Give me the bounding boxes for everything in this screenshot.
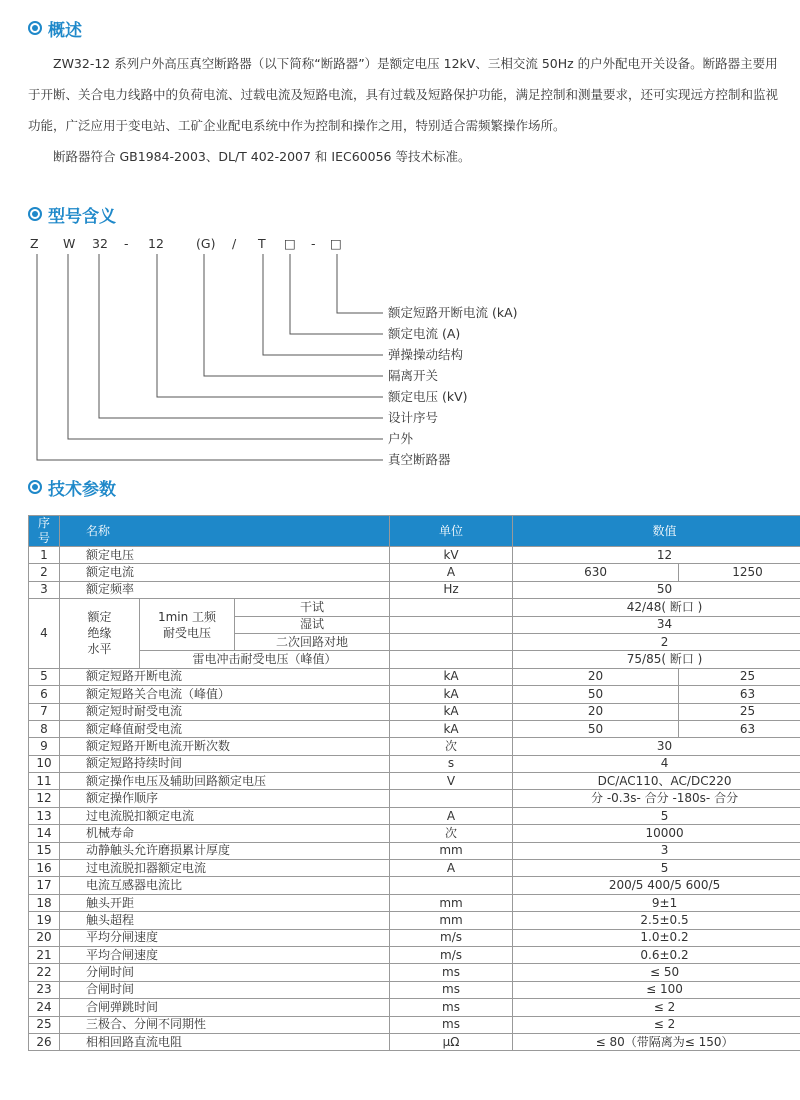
cell-no: 11	[29, 773, 60, 790]
cell-no: 8	[29, 720, 60, 737]
cell-value: 42/48( 断口 )	[513, 599, 800, 616]
table-row	[29, 912, 800, 929]
header-value: 数值	[513, 516, 800, 547]
table-row	[29, 755, 800, 772]
cell-power-frequency: 1min 工频 耐受电压	[140, 599, 235, 651]
cell-value-1: 50	[513, 686, 679, 703]
table-row	[29, 877, 800, 894]
cell-value: 12	[513, 547, 800, 564]
cell-unit: Hz	[390, 581, 513, 598]
model-code-12: 12	[148, 236, 164, 251]
cell-unit: m/s	[390, 929, 513, 946]
cell-unit: mm	[390, 912, 513, 929]
model-title: 型号含义	[48, 206, 116, 227]
model-label-breaking-current: 额定短路开断电流 (kA)	[388, 305, 518, 320]
model-code-32: 32	[92, 236, 108, 251]
model-label-design-no: 设计序号	[388, 410, 439, 425]
table-row	[29, 547, 800, 564]
cell-no: 3	[29, 581, 60, 598]
table-header-row	[29, 516, 800, 547]
cell-value: 10000	[513, 825, 800, 842]
tech-params-table	[28, 515, 800, 1051]
cell-name: 相相回路直流电阻	[60, 1033, 390, 1050]
cell-value-2: 63	[679, 686, 800, 703]
cell-name: 额定短时耐受电流	[60, 703, 390, 720]
cell-wet-test: 湿试	[235, 616, 390, 633]
table-row	[29, 981, 800, 998]
cell-unit: kA	[390, 720, 513, 737]
cell-value: 分 -0.3s- 合分 -180s- 合分	[513, 790, 800, 807]
model-code-slash: /	[232, 236, 237, 251]
cell-no: 14	[29, 825, 60, 842]
cell-no: 25	[29, 1016, 60, 1033]
header-unit: 单位	[390, 516, 513, 547]
cell-unit	[390, 790, 513, 807]
cell-no: 15	[29, 842, 60, 859]
cell-value: 2.5±0.5	[513, 912, 800, 929]
cell-no: 7	[29, 703, 60, 720]
cell-name: 触头开距	[60, 894, 390, 911]
cell-value: 34	[513, 616, 800, 633]
cell-no: 1	[29, 547, 60, 564]
table-row	[29, 720, 800, 737]
cell-value-2: 25	[679, 703, 800, 720]
cell-value-2: 63	[679, 720, 800, 737]
cell-unit: ms	[390, 964, 513, 981]
cell-insulation-group: 额定 绝缘 水平	[60, 599, 140, 669]
cell-unit: kA	[390, 703, 513, 720]
cell-name: 额定操作电压及辅助回路额定电压	[60, 773, 390, 790]
table-row	[29, 807, 800, 824]
table-row	[29, 686, 800, 703]
cell-lightning-impulse: 雷电冲击耐受电压（峰值）	[140, 651, 390, 668]
cell-no: 24	[29, 999, 60, 1016]
model-code-t: T	[258, 236, 266, 251]
table-row	[29, 564, 800, 581]
cell-no: 20	[29, 929, 60, 946]
model-label-rated-voltage: 额定电压 (kV)	[388, 389, 468, 404]
model-label-vacuum-breaker: 真空断路器	[388, 452, 451, 467]
header-no: 序号	[29, 516, 60, 547]
cell-value-2: 25	[679, 668, 800, 685]
cell-unit: kV	[390, 547, 513, 564]
cell-unit: A	[390, 564, 513, 581]
cell-value: 1.0±0.2	[513, 929, 800, 946]
table-row	[29, 842, 800, 859]
cell-unit: mm	[390, 842, 513, 859]
cell-unit: ms	[390, 999, 513, 1016]
cell-value-2: 1250	[679, 564, 800, 581]
table-row	[29, 703, 800, 720]
cell-value: 4	[513, 755, 800, 772]
cell-value: 3	[513, 842, 800, 859]
cell-name: 分闸时间	[60, 964, 390, 981]
overview-paragraph-2: 断路器符合 GB1984-2003、DL/T 402-2007 和 IEC60056 等技术标准。	[53, 149, 471, 164]
table-row	[29, 894, 800, 911]
cell-name: 电流互感器电流比	[60, 877, 390, 894]
model-label-outdoor: 户外	[388, 431, 414, 446]
table-row	[29, 599, 800, 616]
table-row	[29, 773, 800, 790]
cell-name: 额定频率	[60, 581, 390, 598]
cell-unit: kA	[390, 668, 513, 685]
cell-name: 额定操作顺序	[60, 790, 390, 807]
cell-value: 30	[513, 738, 800, 755]
model-code-g: (G)	[196, 236, 216, 251]
cell-value: 200/5 400/5 600/5	[513, 877, 800, 894]
cell-name: 额定短路关合电流（峰值）	[60, 686, 390, 703]
cell-no: 21	[29, 946, 60, 963]
overview-heading	[28, 16, 82, 40]
cell-name: 三极合、分闸不同期性	[60, 1016, 390, 1033]
table-row	[29, 964, 800, 981]
model-diagram	[0, 230, 800, 470]
model-label-isolator: 隔离开关	[388, 368, 439, 383]
cell-no: 9	[29, 738, 60, 755]
cell-no: 26	[29, 1033, 60, 1050]
overview-title: 概述	[48, 20, 82, 41]
overview-paragraph-1: ZW32-12 系列户外高压真空断路器（以下简称“断路器”）是额定电压 12kV、三相交流 50Hz 的户外配电开关设备。断路器主要用于开断、关合电力线路中的负荷电流、过载电流及短路电流，具有过载及短路保护功能，满足控制和测量要求，还可实现远方控制和监视功能，广泛应用于变电站、工矿企业配电系统中作为控制和操作之用，特别适合需频繁操作场所。	[28, 56, 779, 133]
cell-value: ≤ 80（带隔离为≤ 150）	[513, 1033, 800, 1050]
cell-name: 过电流脱扣额定电流	[60, 807, 390, 824]
cell-unit	[390, 651, 513, 668]
model-code-dash1: -	[124, 236, 129, 251]
cell-no: 13	[29, 807, 60, 824]
cell-name: 额定电流	[60, 564, 390, 581]
cell-name: 额定短路开断电流	[60, 668, 390, 685]
cell-no: 4	[29, 599, 60, 669]
header-name: 名称	[60, 516, 390, 547]
table-row	[29, 790, 800, 807]
cell-unit: 次	[390, 738, 513, 755]
cell-unit	[390, 877, 513, 894]
cell-value: 2	[513, 633, 800, 650]
cell-value-1: 50	[513, 720, 679, 737]
cell-value: 5	[513, 807, 800, 824]
cell-name: 触头超程	[60, 912, 390, 929]
cell-secondary-circuit: 二次回路对地	[235, 633, 390, 650]
model-label-rated-current: 额定电流 (A)	[388, 326, 461, 341]
overview-text	[28, 48, 788, 172]
cell-name: 过电流脱扣器额定电流	[60, 860, 390, 877]
cell-unit: A	[390, 807, 513, 824]
cell-name: 平均分闸速度	[60, 929, 390, 946]
cell-no: 18	[29, 894, 60, 911]
cell-name: 动静触头允许磨损累计厚度	[60, 842, 390, 859]
cell-value: 0.6±0.2	[513, 946, 800, 963]
cell-unit: ms	[390, 981, 513, 998]
cell-no: 5	[29, 668, 60, 685]
table-row	[29, 651, 800, 668]
tech-title: 技术参数	[48, 479, 116, 500]
cell-no: 12	[29, 790, 60, 807]
cell-value: ≤ 50	[513, 964, 800, 981]
table-row	[29, 825, 800, 842]
cell-dry-test: 干试	[235, 599, 390, 616]
model-code-z: Z	[30, 236, 39, 251]
cell-no: 6	[29, 686, 60, 703]
table-row	[29, 929, 800, 946]
table-row	[29, 860, 800, 877]
table-row	[29, 1033, 800, 1050]
table-row	[29, 581, 800, 598]
cell-value: ≤ 2	[513, 1016, 800, 1033]
cell-value: ≤ 100	[513, 981, 800, 998]
tech-heading	[28, 475, 116, 499]
cell-unit: mm	[390, 894, 513, 911]
cell-unit: A	[390, 860, 513, 877]
cell-no: 17	[29, 877, 60, 894]
cell-unit	[390, 616, 513, 633]
cell-no: 10	[29, 755, 60, 772]
cell-name: 合闸时间	[60, 981, 390, 998]
table-row	[29, 738, 800, 755]
model-code-w: W	[63, 236, 76, 251]
cell-unit: s	[390, 755, 513, 772]
cell-value-1: 630	[513, 564, 679, 581]
cell-value: 9±1	[513, 894, 800, 911]
cell-name: 额定短路持续时间	[60, 755, 390, 772]
cell-name: 平均合闸速度	[60, 946, 390, 963]
cell-no: 2	[29, 564, 60, 581]
cell-value: 50	[513, 581, 800, 598]
cell-unit: 次	[390, 825, 513, 842]
cell-name: 额定短路开断电流开断次数	[60, 738, 390, 755]
model-code-dash2: -	[311, 236, 316, 251]
cell-value: 5	[513, 860, 800, 877]
model-label-spring-mechanism: 弹操操动结构	[388, 347, 464, 362]
cell-value: DC/AC110、AC/DC220	[513, 773, 800, 790]
cell-unit	[390, 633, 513, 650]
cell-unit: m/s	[390, 946, 513, 963]
cell-no: 22	[29, 964, 60, 981]
model-heading	[28, 202, 116, 226]
cell-unit: V	[390, 773, 513, 790]
cell-unit: ms	[390, 1016, 513, 1033]
cell-value-1: 20	[513, 668, 679, 685]
cell-no: 23	[29, 981, 60, 998]
circle-bullet-icon	[28, 480, 42, 494]
cell-name: 额定峰值耐受电流	[60, 720, 390, 737]
circle-bullet-icon	[28, 207, 42, 221]
cell-value: ≤ 2	[513, 999, 800, 1016]
circle-bullet-icon	[28, 21, 42, 35]
model-code-box2: □	[330, 236, 342, 251]
cell-no: 19	[29, 912, 60, 929]
cell-unit: kA	[390, 686, 513, 703]
table-row	[29, 1016, 800, 1033]
cell-name: 合闸弹跳时间	[60, 999, 390, 1016]
table-row	[29, 999, 800, 1016]
cell-name: 额定电压	[60, 547, 390, 564]
cell-value: 75/85( 断口 )	[513, 651, 800, 668]
cell-unit: μΩ	[390, 1033, 513, 1050]
table-row	[29, 668, 800, 685]
cell-unit	[390, 599, 513, 616]
table-row	[29, 946, 800, 963]
cell-value-1: 20	[513, 703, 679, 720]
cell-name: 机械寿命	[60, 825, 390, 842]
model-code-box1: □	[284, 236, 296, 251]
cell-no: 16	[29, 860, 60, 877]
